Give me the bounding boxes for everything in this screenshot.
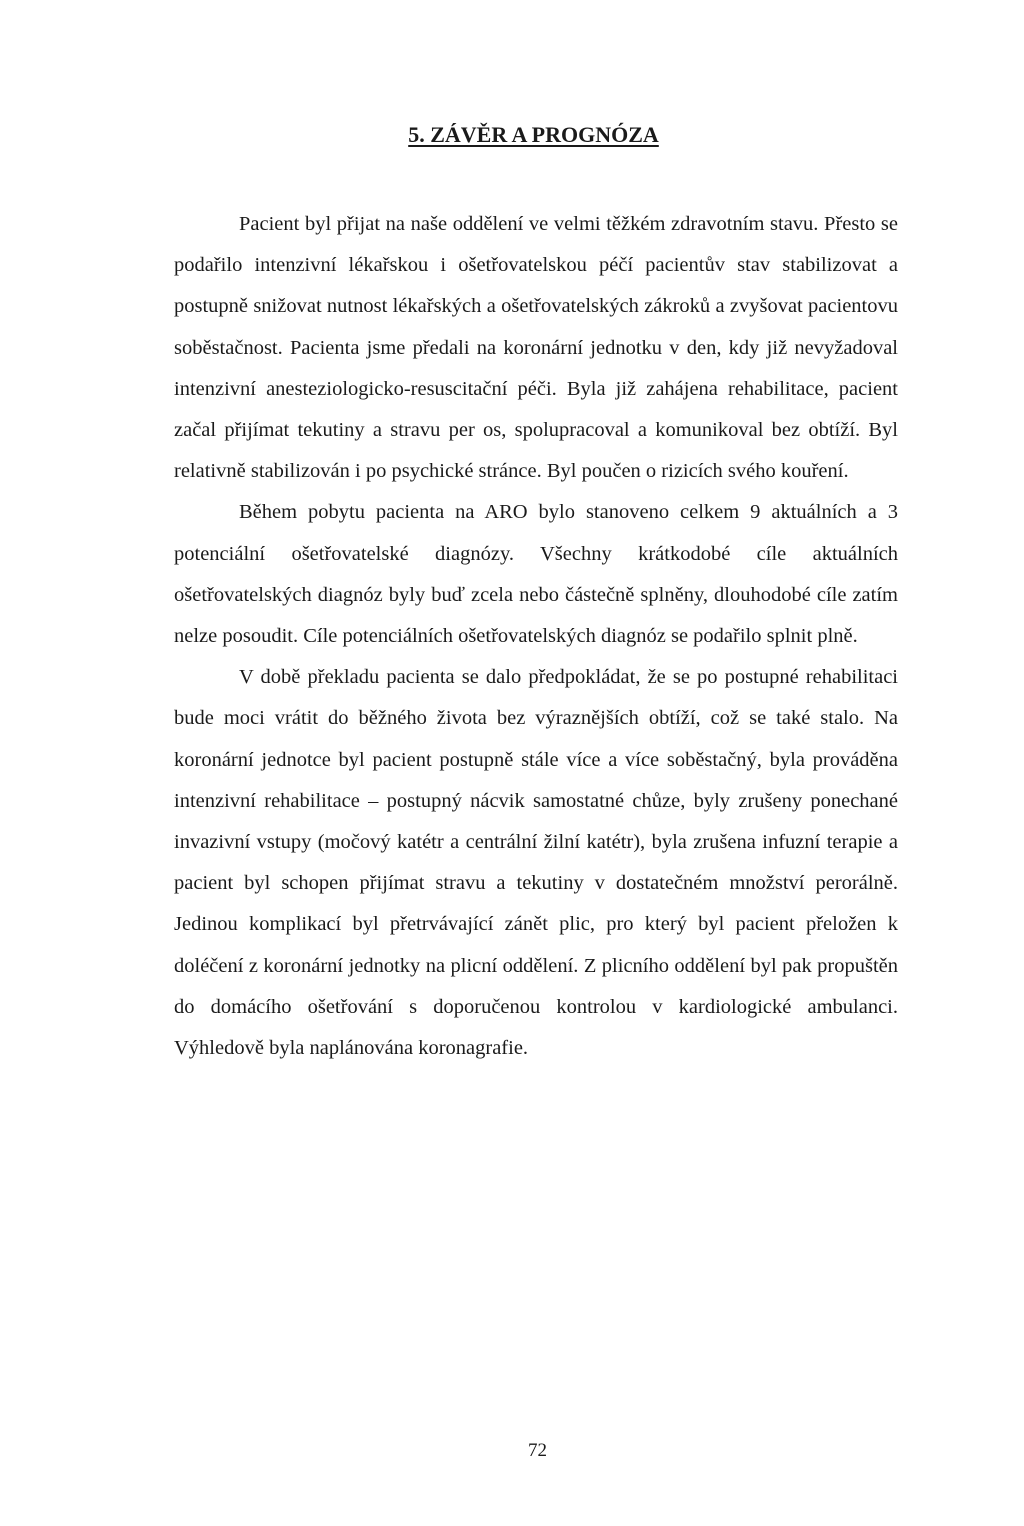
paragraph-2: Během pobytu pacienta na ARO bylo stanoveno celkem 9 aktuálních a 3 potenciální ošetřovatelské diagnózy. Všechny krátkodobé cíle aktuálních ošetřovatelských diagnóz byly buď zcela nebo částečně splněny, dlouhodobé cíle zatím nelze posoudit. Cíle potenciálních ošetřovatelských diagnóz se podařilo splnit plně. xyxy=(174,501,898,648)
paragraph-1: Pacient byl přijat na naše oddělení ve velmi těžkém zdravotním stavu. Přesto se podařilo intenzivní lékařskou i ošetřovatelskou péčí pacientův stav stabilizovat a postupně snižovat nutnost lékařských a ošetřovatelských zákroků a zvyšovat pacientovu soběstačnost. Pacienta jsme předali na koronární jednotku v den, kdy již nevyžadoval intenzivní anesteziologicko-resuscitační péči. Byla již zahájena rehabilitace, pacient začal přijímat tekutiny a stravu per os, spolupracoval a komunikoval bez obtíží. Byl relativně stabilizován i po psychické stránce. Byl poučen o rizicích svého kouření. xyxy=(174,213,898,483)
paragraph-3: V době překladu pacienta se dalo předpokládat, že se po postupné rehabilitaci bude moci vrátit do běžného života bez výraznějších obtíží, což se také stalo. Na koronární jednotce byl pacient postupně stále více a více soběstačný, byla prováděna intenzivní rehabilitace – postupný nácvik samostatné chůze, byly zrušeny ponechané invazivní vstupy (močový katétr a centrální žilní katétr), byla zrušena infuzní terapie a pacient byl schopen přijímat stravu a tekutiny v dostatečném množství perorálně. Jedinou komplikací byl přetrvávající zánět plic, pro který byl pacient přeložen k doléčení z koronární jednotky na plicní oddělení. Z plicního oddělení byl pak propuštěn do domácího ošetřování s doporučenou kontrolou v kardiologické ambulanci. Výhledově byla naplánována koronagrafie. xyxy=(174,666,898,1060)
page-number: 72 xyxy=(528,1440,547,1461)
body-text xyxy=(174,204,898,1069)
section-heading: 5. ZÁVĚR A PROGNÓZA xyxy=(408,122,659,147)
